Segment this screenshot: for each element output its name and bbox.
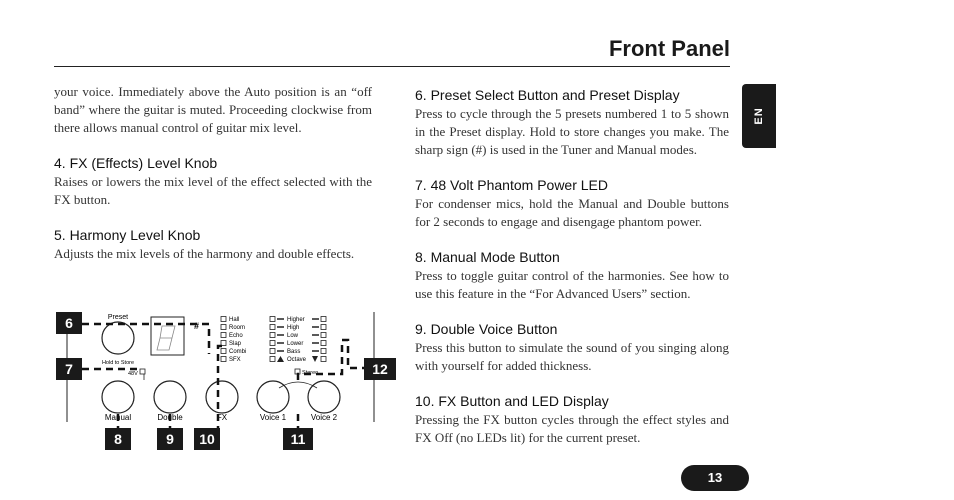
right-column	[415, 86, 729, 447]
phantom-led	[140, 369, 145, 374]
section-body: Press this button to simulate the sound of you singing along with yourself for added thickness.	[415, 340, 729, 373]
manual-button[interactable]	[102, 381, 134, 413]
sharp-sign: #	[194, 321, 200, 331]
callout-number: 6	[65, 315, 73, 331]
front-panel-diagram	[54, 310, 400, 456]
preset-display	[151, 317, 184, 355]
section-heading: 6. Preset Select Button and Preset Display	[415, 87, 680, 103]
page-title: Front Panel	[608, 36, 730, 61]
double-button[interactable]	[154, 381, 186, 413]
title-rule	[54, 66, 730, 67]
section-fx-level	[54, 154, 372, 209]
section-heading: 8. Manual Mode Button	[415, 249, 560, 265]
phantom-label: 48V	[128, 371, 138, 377]
fx-style-label: Room	[229, 325, 246, 331]
harmony-style-label: Higher	[287, 317, 305, 323]
section-heading: 5. Harmony Level Knob	[54, 227, 201, 243]
harmony-style-label: High	[287, 325, 300, 331]
harmony-style-label: Octave	[287, 357, 307, 363]
fx-style-label: Slap	[229, 341, 242, 347]
section-heading: 10. FX Button and LED Display	[415, 393, 609, 409]
callout-number: 12	[372, 361, 388, 377]
section-fx-button	[415, 392, 729, 447]
fx-button[interactable]	[206, 381, 238, 413]
section-body: For condenser mics, hold the Manual and Double buttons for 2 seconds to engage and disengage phantom power.	[415, 196, 729, 229]
button-label: FX	[216, 413, 228, 422]
page-number: 13	[681, 465, 749, 491]
fx-style-label: Hall	[229, 317, 240, 323]
section-heading: 7. 48 Volt Phantom Power LED	[415, 177, 608, 193]
harmony-led-list	[270, 317, 326, 364]
button-label: Double	[157, 413, 183, 422]
section-body: Pressing the FX button cycles through the effect styles and FX Off (no LEDs lit) for the current preset.	[415, 412, 729, 445]
language-tab	[742, 84, 776, 148]
section-phantom	[415, 176, 729, 231]
harmony-style-label: Bass	[287, 349, 301, 355]
section-double	[415, 320, 729, 375]
callout-number: 9	[166, 431, 174, 447]
fx-style-label: Combi	[229, 349, 247, 355]
section-preset	[415, 86, 729, 159]
button-label: Manual	[104, 413, 132, 422]
section-body: Raises or lowers the mix level of the effect selected with the FX button.	[54, 174, 372, 207]
callout-number: 8	[114, 431, 122, 447]
section-body: Press to cycle through the 5 presets numbered 1 to 5 shown in the Preset display. Hold to store changes you make. The sharp sign (#) is used in the Tuner and Manual modes.	[415, 106, 729, 157]
fx-style-label: Echo	[229, 333, 243, 339]
preset-label: Preset	[107, 314, 129, 321]
preset-button[interactable]	[102, 322, 134, 354]
fx-led-list	[221, 317, 246, 364]
callout-number: 10	[199, 431, 215, 447]
hold-to-store-label: Hold to Store	[101, 360, 135, 366]
callout-number: 7	[65, 361, 73, 377]
section-harmony-level	[54, 226, 372, 263]
callout-number: 11	[290, 431, 306, 447]
section-manual	[415, 248, 729, 303]
section-heading: 9. Double Voice Button	[415, 321, 558, 337]
down-arrow-icon	[312, 356, 318, 362]
button-label: Voice 2	[310, 413, 338, 422]
up-arrow-icon	[277, 356, 284, 362]
harmony-style-label: Low	[287, 333, 299, 339]
section-body: Adjusts the mix levels of the harmony and double effects.	[54, 246, 355, 261]
harmony-style-label: Lower	[287, 341, 304, 347]
voice1-button[interactable]	[257, 381, 289, 413]
stereo-label: Stereo	[302, 370, 319, 376]
fx-style-label: SFX	[229, 357, 241, 363]
section-heading: 4. FX (Effects) Level Knob	[54, 155, 218, 171]
button-label: Voice 1	[259, 413, 287, 422]
intro-paragraph: your voice. Immediately above the Auto position is an “off band” where the guitar is muted. Proceeding clockwise from there allows manual control of guitar mix level.	[54, 84, 372, 135]
left-column	[54, 83, 372, 263]
language-tab-label: EN	[753, 107, 765, 125]
section-body: Press to toggle guitar control of the harmonies. See how to use this feature in the “For Advanced Users” section.	[415, 268, 729, 301]
